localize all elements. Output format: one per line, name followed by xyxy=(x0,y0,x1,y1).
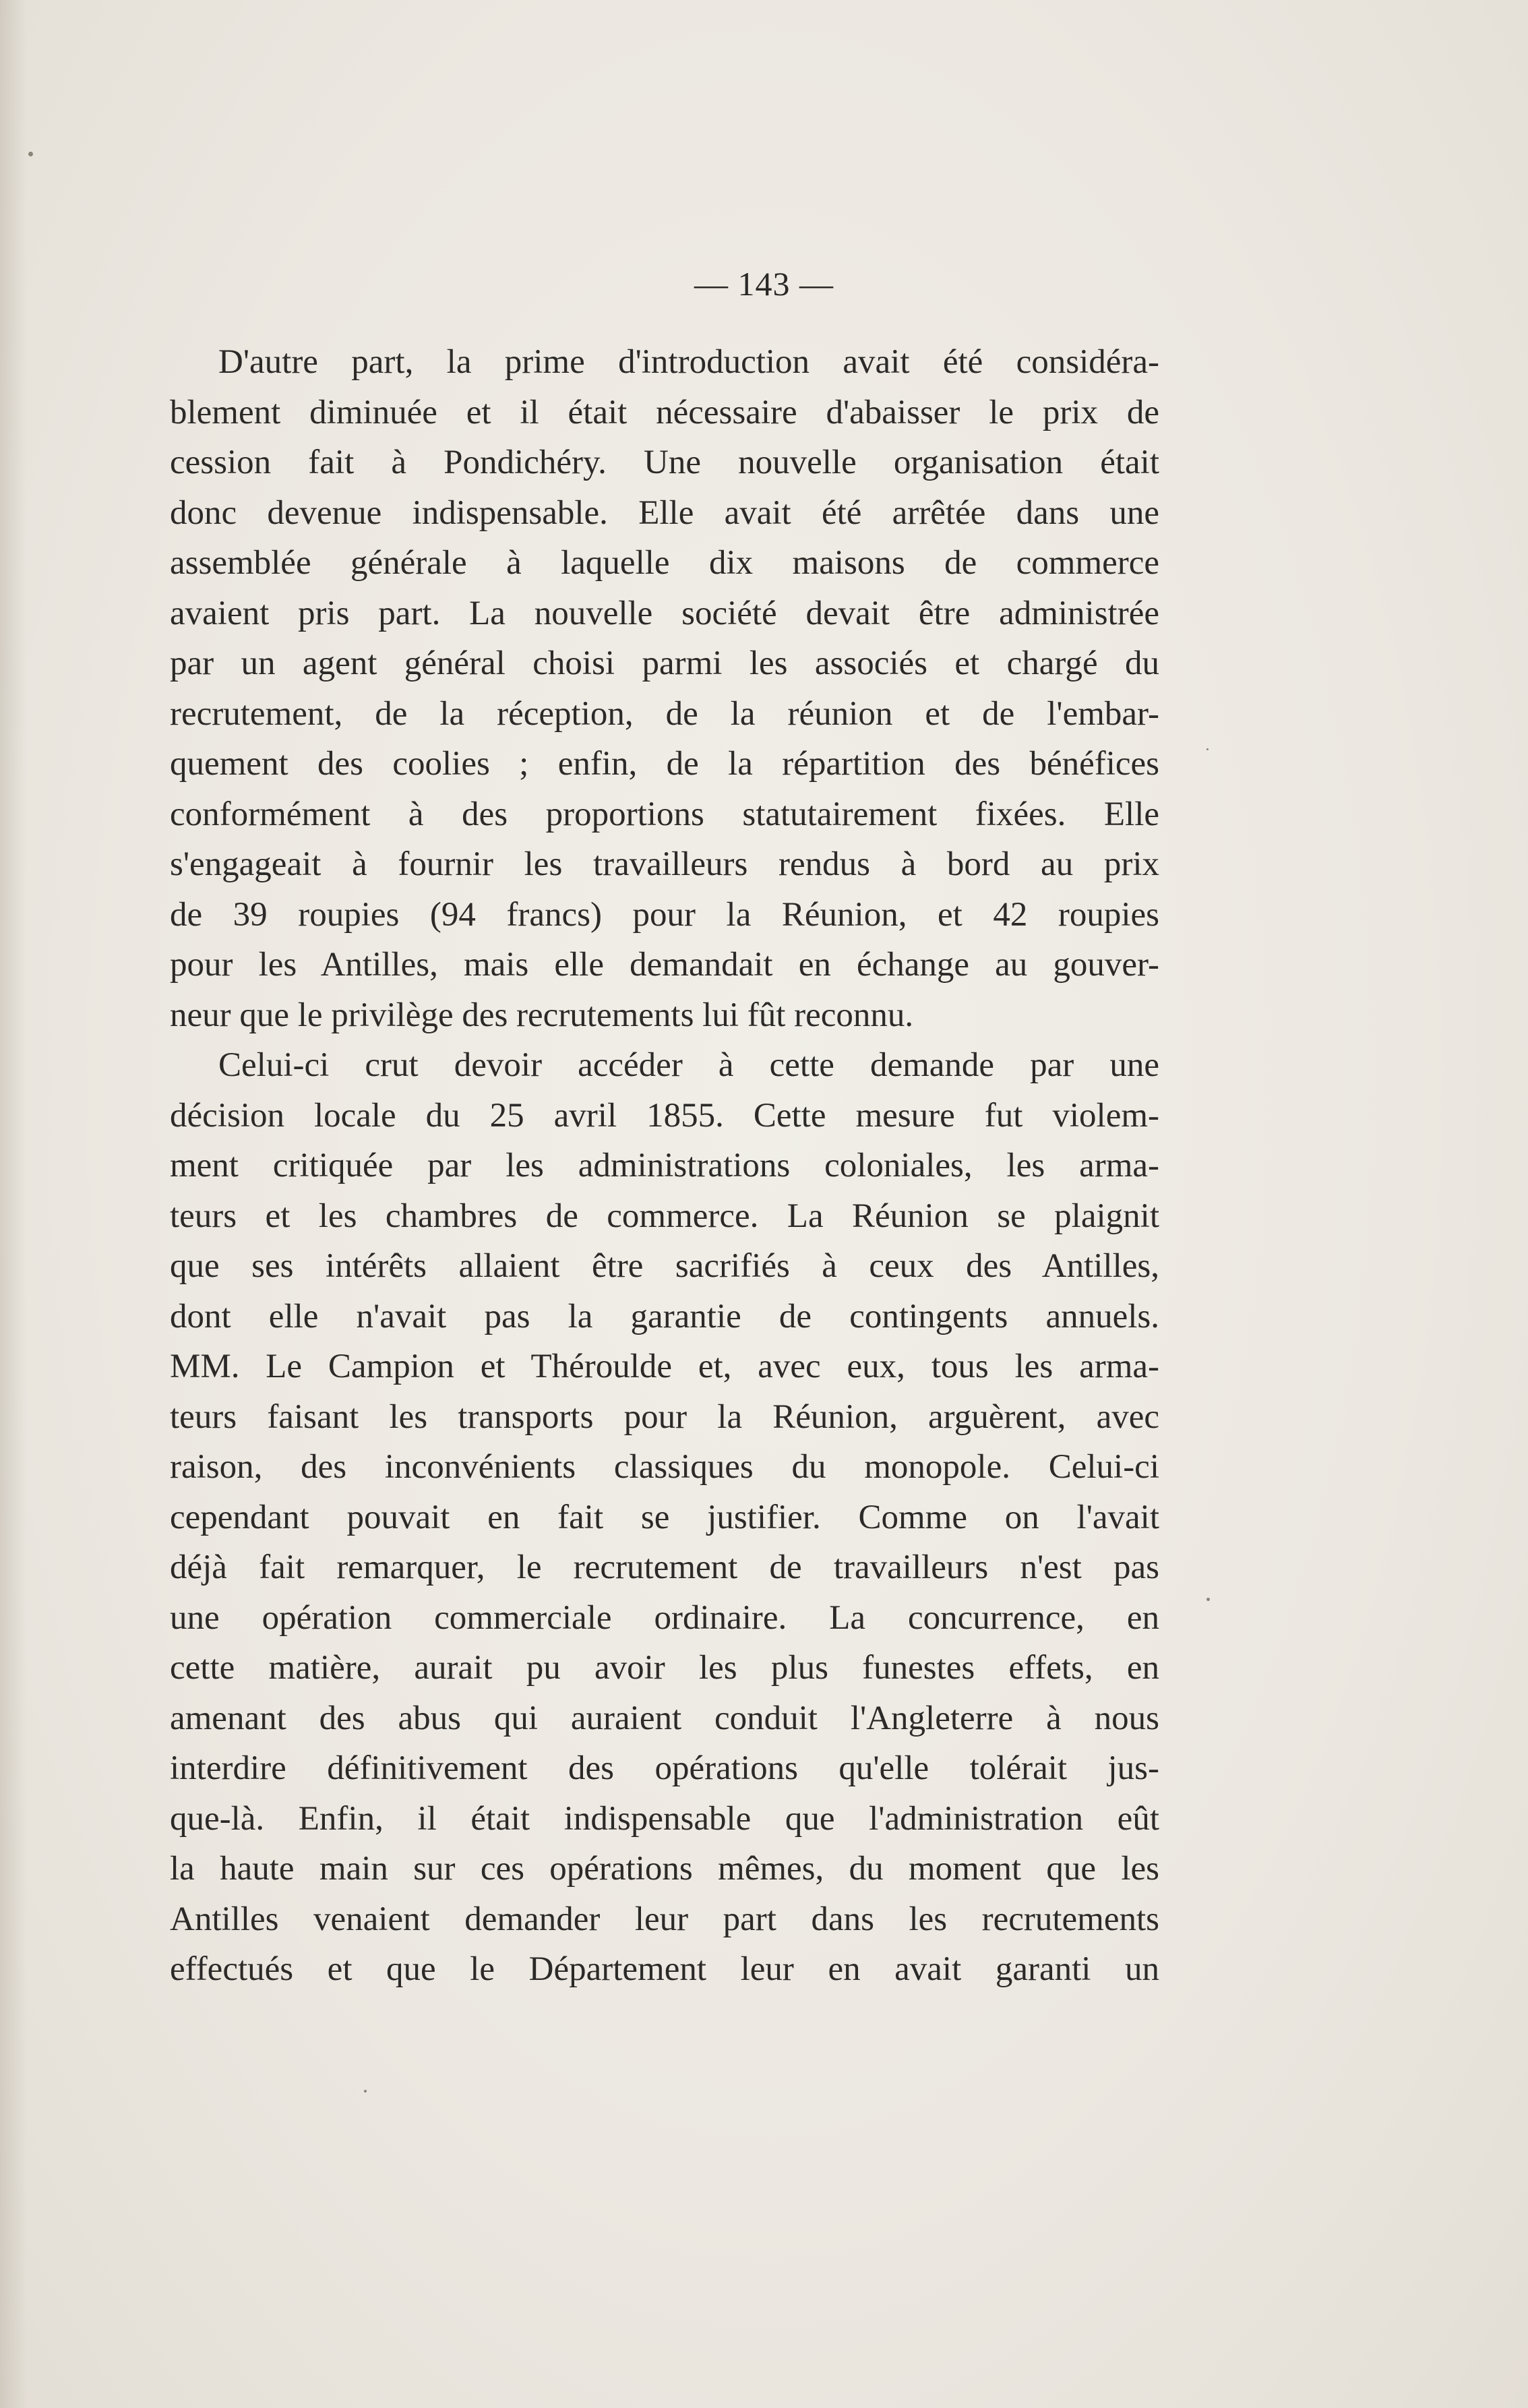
text-line: Antilles venaient demander leur part dans les recrutements xyxy=(170,1900,1159,1938)
text-line: la haute main sur ces opérations mêmes, du moment que les xyxy=(170,1850,1159,1888)
text-line: effectués et que le Département leur en avait garanti un xyxy=(170,1950,1159,1988)
text-line: conformément à des proportions statutairement fixées. Elle xyxy=(170,795,1159,833)
paper-speck xyxy=(1206,1598,1210,1601)
text-line: cependant pouvait en fait se justifier. Comme on l'avait xyxy=(170,1498,1159,1536)
text-line: neur que le privilège des recrutements lui fût reconnu. xyxy=(170,996,914,1034)
paper-speck xyxy=(1206,748,1209,750)
text-line: cession fait à Pondichéry. Une nouvelle organisation était xyxy=(170,444,1159,481)
text-line: s'engageait à fournir les travailleurs rendus à bord au prix xyxy=(170,845,1159,883)
paper-speck xyxy=(364,2090,367,2093)
text-line: de 39 roupies (94 francs) pour la Réunion, et 42 roupies xyxy=(170,895,1159,934)
text-line: par un agent général choisi parmi les associés et chargé du xyxy=(170,644,1159,682)
text-line: ment critiquée par les administrations coloniales, les arma- xyxy=(170,1147,1159,1184)
text-line: que-là. Enfin, il était indispensable que l'administration eût xyxy=(170,1799,1159,1838)
page-gutter-shadow xyxy=(0,0,27,2408)
text-line: recrutement, de la réception, de la réunion et de l'embar- xyxy=(170,694,1159,733)
text-line: déjà fait remarquer, le recrutement de travailleurs n'est pas xyxy=(170,1548,1159,1586)
text-line: assemblée générale à laquelle dix maisons de commerce xyxy=(170,544,1159,582)
paper-speck xyxy=(28,152,33,156)
text-line: amenant des abus qui auraient conduit l'Angleterre à nous xyxy=(170,1699,1159,1737)
text-line: Celui-ci crut devoir accéder à cette demande par une xyxy=(218,1046,1159,1084)
text-line: raison, des inconvénients classiques du monopole. Celui-ci xyxy=(170,1448,1159,1486)
page-number: — 143 — xyxy=(694,265,834,303)
text-line: décision locale du 25 avril 1855. Cette mesure fut violem- xyxy=(170,1096,1159,1135)
text-line: MM. Le Campion et Théroulde et, avec eux, tous les arma- xyxy=(170,1348,1159,1385)
text-line: quement des coolies ; enfin, de la répartition des bénéfices xyxy=(170,745,1159,783)
text-line: que ses intérêts allaient être sacrifiés à ceux des Antilles, xyxy=(170,1247,1159,1285)
text-line: avaient pris part. La nouvelle société devait être administrée xyxy=(170,594,1159,632)
text-line: pour les Antilles, mais elle demandait en échange au gouver- xyxy=(170,946,1159,984)
text-line: donc devenue indispensable. Elle avait été arrêtée dans une xyxy=(170,493,1159,532)
text-line: cette matière, aurait pu avoir les plus funestes effets, en xyxy=(170,1649,1159,1687)
text-line: teurs faisant les transports pour la Réunion, arguèrent, avec xyxy=(170,1397,1159,1436)
text-line: D'autre part, la prime d'introduction avait été considéra- xyxy=(218,343,1159,381)
text-line: blement diminuée et il était nécessaire d'abaisser le prix de xyxy=(170,393,1159,431)
text-line: teurs et les chambres de commerce. La Réunion se plaignit xyxy=(170,1197,1159,1235)
text-line: une opération commerciale ordinaire. La concurrence, en xyxy=(170,1598,1159,1637)
text-line: interdire définitivement des opérations qu'elle tolérait jus- xyxy=(170,1749,1159,1787)
text-line: dont elle n'avait pas la garantie de contingents annuels. xyxy=(170,1297,1159,1335)
body-text xyxy=(170,337,1159,1995)
